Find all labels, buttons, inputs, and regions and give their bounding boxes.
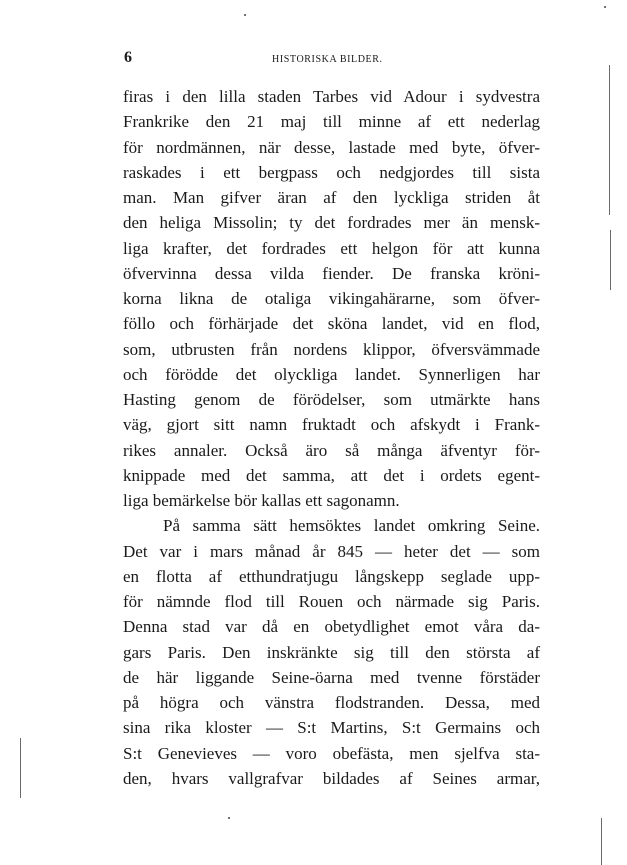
text-line: de här liggande Seine-öarna med tvenne förstäder — [123, 667, 540, 687]
text-line: sina rika kloster — S:t Martins, S:t Germains och — [123, 718, 540, 738]
text-line: och förödde det olyckliga landet. Synnerligen har — [123, 364, 540, 384]
text-line: för nämnde flod till Rouen och närmade sig Paris. — [123, 592, 540, 611]
text-line: rikes annaler. Också äro så många äfventyr för- — [123, 440, 540, 460]
scan-speck — [228, 817, 230, 819]
text-line: som, utbrusten från nordens klippor, öfversvämmade — [123, 339, 540, 359]
text-line: Frankrike den 21 maj till minne af ett nederlag — [123, 112, 540, 132]
scan-edge-line — [610, 230, 611, 290]
text-line: korna likna de otaliga vikingahärarne, som öfver- — [123, 289, 540, 308]
scan-edge-line — [601, 818, 602, 865]
text-line: Hasting genom de förödelser, som utmärkte hans — [123, 390, 540, 409]
running-title: HISTORISKA BILDER. — [272, 54, 383, 65]
scan-edge-line — [20, 738, 21, 798]
text-line: den, hvars vallgrafvar bildades af Seines armar, — [123, 768, 540, 788]
text-line: S:t Genevieves — voro obefästa, men sjelfva sta- — [123, 743, 540, 763]
text-line: för nordmännen, när desse, lastade med byte, öfver- — [123, 137, 540, 157]
text-line: väg, gjort sitt namn fruktadt och afskydt i Frank- — [123, 415, 540, 435]
text-line: På samma sätt hemsöktes landet omkring Seine. — [163, 516, 540, 536]
text-line: liga krafter, det fordrades ett helgon för att kunna — [123, 238, 540, 258]
text-line: föllo och förhärjade det sköna landet, vid en flod, — [123, 314, 540, 334]
page-number: 6 — [124, 49, 132, 66]
text-line: en flotta af etthundratjugu långskepp seglade upp- — [123, 566, 540, 586]
text-line: Denna stad var då en obetydlighet emot våra da- — [123, 617, 540, 637]
text-line: raskades i ett bergpass och nedgjordes till sista — [123, 162, 540, 182]
paragraph — [123, 84, 540, 513]
text-line: Det var i mars månad år 845 — heter det — som — [123, 541, 540, 561]
text-line: öfvervinna dessa vilda fiender. De franska kröni- — [123, 263, 540, 283]
scan-speck — [604, 6, 606, 8]
text-line: knippade med det samma, att det i ordets egent- — [123, 465, 540, 485]
text-line: gars Paris. Den inskränkte sig till den största af — [123, 642, 540, 662]
scan-edge-line — [609, 65, 610, 215]
text-line: den heliga Missolin; ty det fordrades mer än mensk- — [123, 213, 540, 233]
paragraph — [123, 513, 540, 791]
text-line: liga bemärkelse bör kallas ett sagonamn. — [123, 491, 400, 510]
text-line: firas i den lilla staden Tarbes vid Adour i sydvestra — [123, 87, 540, 106]
text-line: man. Man gifver äran af den lyckliga striden åt — [123, 188, 540, 207]
text-line: på högra och vänstra flodstranden. Dessa, med — [123, 693, 540, 712]
scan-speck — [244, 14, 246, 16]
body-text — [123, 84, 540, 791]
